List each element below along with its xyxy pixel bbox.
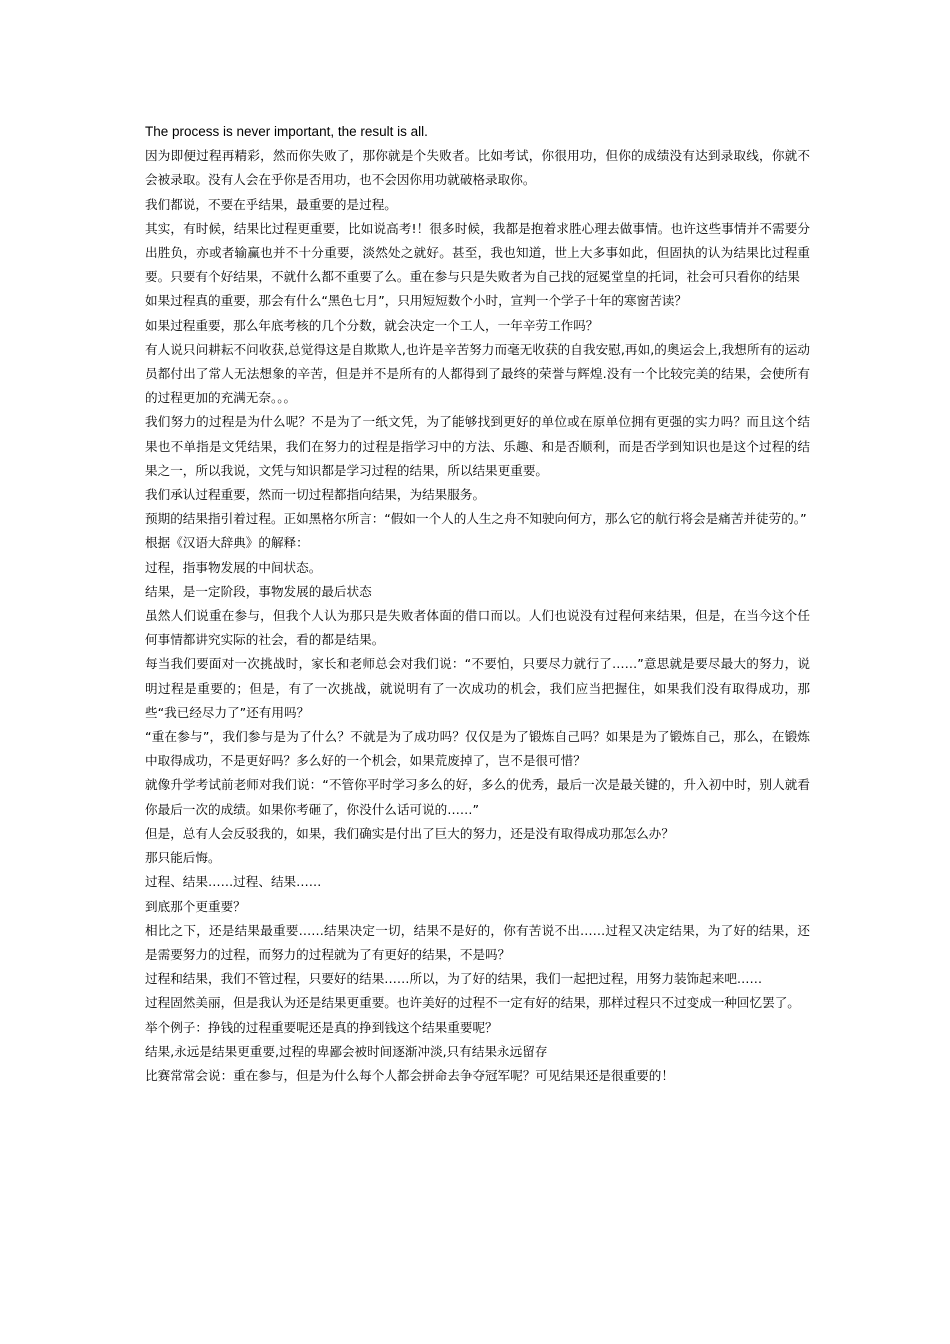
- paragraph: 因为即便过程再精彩，然而你失败了，那你就是个失败者。比如考试，你很用功，但你的成绩没有达到录取线，你就不会被录取。没有人会在乎你是否用功，也不会因你用功就破格录取你。: [145, 148, 810, 188]
- paragraph: 其实，有时候，结果比过程更重要，比如说高考!！很多时候，我都是抱着求胜心理去做事情。也许这些事情并不需要分出胜负，亦或者输赢也并不十分重要，淡然处之就好。甚至，我也知道，世上大多事如此，但固执的认为结果比过程重要。只要有个好结果，不就什么都不重要了么。重在参与只是失败者为自己找的冠冕堂皇的托词，社会可只看你的结果: [145, 220, 810, 285]
- paragraph: 到底那个更重要？: [145, 898, 246, 914]
- paragraph: 举个例子：挣钱的过程重要呢还是真的挣到钱这个结果重要呢？: [145, 1019, 498, 1035]
- paragraph: 比赛常常会说：重在参与，但是为什么每个人都会拼命去争夺冠军呢？可见结果还是很重要的！: [145, 1067, 674, 1083]
- paragraph: “重在参与”，我们参与是为了什么？不就是为了成功吗？仅仅是为了锻炼自己吗？如果是为了锻炼自己，那么，在锻炼中取得成功，不是更好吗？多么好的一个机会，如果荒废掉了，岂不是很可惜？: [145, 729, 810, 769]
- paragraph: 结果,永远是结果更重要,过程的卑鄙会被时间逐渐冲淡,只有结果永远留存: [145, 1043, 548, 1059]
- paragraph: 每当我们要面对一次挑战时，家长和老师总会对我们说：“不要怕，只要尽力就行了……”意思就是要尽最大的努力，说明过程是重要的；但是，有了一次挑战，就说明有了一次成功的机会，我们应当把握住，如果我们没有取得成功，那些“我已经尽力了”还有用吗？: [145, 656, 810, 720]
- paragraph: 根据《汉语大辞典》的解释：: [145, 535, 309, 551]
- paragraph: 我们都说，不要在乎结果，最重要的是过程。: [145, 196, 397, 212]
- paragraph: 过程、结果……过程、结果……: [145, 874, 322, 890]
- paragraph: 过程和结果，我们不管过程，只要好的结果……所以，为了好的结果，我们一起把过程，用努力装饰起来吧……: [145, 971, 763, 987]
- paragraph: 但是，总有人会反驳我的，如果，我们确实是付出了巨大的努力，还是没有取得成功那怎么办？: [145, 825, 674, 841]
- paragraph: 如果过程真的重要，那会有什么“黑色七月”，只用短短数个小时，宣判一个学子十年的寒窗苦读？: [145, 293, 687, 309]
- document-title: The process is never important, the result is all.: [145, 124, 428, 139]
- paragraph: 有人说只问耕耘不问收获,总觉得这是自欺欺人,也许是辛苦努力而毫无收获的自我安慰,再如,的奥运会上,我想所有的运动员都付出了常人无法想象的辛苦，但是并不是所有的人都得到了最终的荣誉与辉煌.没有一个比较完美的结果，会使所有的过程更加的充满无奈。。。: [145, 341, 810, 406]
- paragraph: 我们承认过程重要，然而一切过程都指向结果，为结果服务。: [145, 487, 486, 503]
- paragraph: 虽然人们说重在参与，但我个人认为那只是失败者体面的借口而以。人们也说没有过程何来结果，但是，在当今这个任何事情都讲究实际的社会，看的都是结果。: [145, 608, 810, 648]
- paragraph: 过程固然美丽，但是我认为还是结果更重要。也许美好的过程不一定有好的结果，那样过程只不过变成一种回忆罢了。: [145, 995, 800, 1011]
- paragraph: 相比之下，还是结果最重要……结果决定一切，结果不是好的，你有苦说不出……过程又决定结果，为了好的结果，还是需要努力的过程，而努力的过程就为了有更好的结果，不是吗？: [145, 922, 810, 962]
- paragraph: 我们努力的过程是为什么呢？不是为了一纸文凭，为了能够找到更好的单位或在原单位拥有更强的实力吗？而且这个结果也不单指是文凭结果，我们在努力的过程是指学习中的方法、乐趣、和是否顺利，而是否学到知识也是这个过程的结果之一，所以我说，文凭与知识都是学习过程的结果，所以结果更重要。: [145, 414, 810, 478]
- paragraph: 过程，指事物发展的中间状态。: [145, 559, 322, 575]
- paragraph: 就像升学考试前老师对我们说：“不管你平时学习多么的好，多么的优秀，最后一次是最关键的，升入初中时，别人就看你最后一次的成绩。如果你考砸了，你没什么话可说的……”: [145, 777, 810, 817]
- paragraph: 结果，是一定阶段，事物发展的最后状态: [145, 583, 372, 599]
- paragraph: 那只能后悔。: [145, 850, 221, 866]
- document-body: [145, 120, 810, 1088]
- paragraph: 如果过程重要，那么年底考核的几个分数，就会决定一个工人，一年辛劳工作吗？: [145, 317, 599, 333]
- paragraph: 预期的结果指引着过程。正如黑格尔所言：“假如一个人的人生之舟不知驶向何方，那么它的航行将会是痛苦并徒劳的。”: [145, 511, 807, 527]
